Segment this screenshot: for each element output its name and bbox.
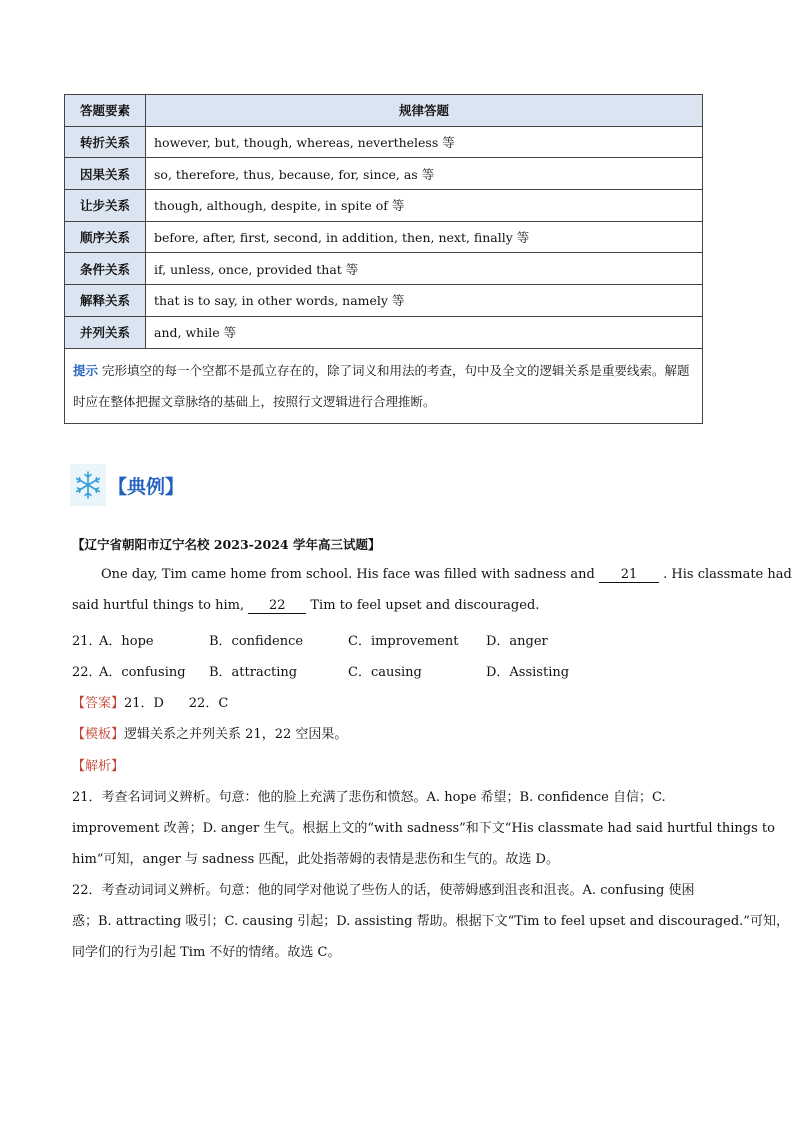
row-value: however, but, though, whereas, nevertheless 等 xyxy=(146,126,703,158)
option-a: A．confusing xyxy=(99,665,186,680)
row-key: 顺序关系 xyxy=(65,221,146,253)
question-number: 22． xyxy=(72,665,102,680)
passage-text: Tim to feel upset and discouraged. xyxy=(306,598,540,613)
blank-22: 22 xyxy=(248,599,306,614)
table-row xyxy=(65,158,703,190)
passage-line-1 xyxy=(101,567,792,583)
answer-tag: 【答案】 xyxy=(72,696,125,711)
blank-21: 21 xyxy=(599,568,659,583)
template-tag: 【模板】 xyxy=(72,727,125,742)
question-source: 【辽宁省朝阳市辽宁名校 2023-2024 学年高三试题】 xyxy=(72,537,381,552)
row-value: though, although, despite, in spite of 等 xyxy=(146,190,703,222)
option-b: B．confidence xyxy=(209,634,304,649)
row-value: if, unless, once, provided that 等 xyxy=(146,253,703,285)
tip-row xyxy=(65,348,703,423)
answer-text: 21．D 22．C xyxy=(124,696,229,711)
template-line xyxy=(72,723,347,742)
tip-cell xyxy=(65,348,703,423)
table-row xyxy=(65,126,703,158)
passage-text: . His classmate had xyxy=(659,567,792,582)
analysis-line: 22．考查动词词义辨析。句意：他的同学对他说了些伤人的话，使蒂姆感到沮丧和沮丧。A. confusing 使困 xyxy=(72,883,695,898)
section-heading xyxy=(70,464,184,506)
header-element: 答题要素 xyxy=(65,95,146,127)
table-row xyxy=(65,190,703,222)
header-rule: 规律答题 xyxy=(146,95,703,127)
section-title: 【典例】 xyxy=(108,475,185,498)
passage-line-2 xyxy=(72,598,539,614)
answer-line xyxy=(72,692,228,711)
row-value: and, while 等 xyxy=(146,316,703,348)
table-row xyxy=(65,253,703,285)
row-value: so, therefore, thus, because, for, since, as 等 xyxy=(146,158,703,190)
row-value: before, after, first, second, in addition, then, next, finally 等 xyxy=(146,221,703,253)
table-row xyxy=(65,221,703,253)
row-key: 解释关系 xyxy=(65,285,146,317)
row-key: 条件关系 xyxy=(65,253,146,285)
row-key: 并列关系 xyxy=(65,316,146,348)
template-text: 逻辑关系之并列关系 21，22 空因果。 xyxy=(124,727,348,742)
passage-text: said hurtful things to him, xyxy=(72,598,249,613)
table-row xyxy=(65,285,703,317)
analysis-line: 惑；B. attracting 吸引；C. causing 引起；D. assisting 帮助。根据下文“Tim to feel upset and discouraged.”可知， xyxy=(72,914,789,929)
analysis-line: him”可知，anger 与 sadness 匹配，此处指蒂姆的表情是悲伤和生气的。故选 D。 xyxy=(72,852,559,867)
row-key: 因果关系 xyxy=(65,158,146,190)
question-number: 21． xyxy=(72,634,102,649)
table-header-row xyxy=(65,95,703,127)
logic-relations-table xyxy=(64,94,703,424)
analysis-line: improvement 改善；D. anger 生气。根据上文的“with sadness”和下文“His classmate had said hurtful things to xyxy=(72,821,775,836)
option-b: B．attracting xyxy=(209,665,298,680)
option-c: C．causing xyxy=(348,665,422,680)
row-key: 转折关系 xyxy=(65,126,146,158)
analysis-tag: 【解析】 xyxy=(72,759,125,774)
snowflake-icon xyxy=(70,464,106,506)
analysis-line: 同学们的行为引起 Tim 不好的情绪。故选 C。 xyxy=(72,945,341,960)
option-d: D．anger xyxy=(486,634,548,649)
row-key: 让步关系 xyxy=(65,190,146,222)
option-c: C．improvement xyxy=(348,634,459,649)
tip-text: 完形填空的每一个空都不是孤立存在的，除了词义和用法的考查，句中及全文的逻辑关系是重要线索。解题时应在整体把握文章脉络的基础上，按照行文逻辑进行合理推断。 xyxy=(73,362,690,409)
tip-label: 提示 xyxy=(73,362,99,378)
passage-text: One day, Tim came home from school. His face was filled with sadness and xyxy=(101,567,600,582)
row-value: that is to say, in other words, namely 等 xyxy=(146,285,703,317)
table-row xyxy=(65,316,703,348)
analysis-line: 21．考查名词词义辨析。句意：他的脸上充满了悲伤和愤怒。A. hope 希望；B. confidence 自信；C. xyxy=(72,790,666,805)
option-d: D．Assisting xyxy=(486,665,570,680)
option-a: A．hope xyxy=(99,634,154,649)
